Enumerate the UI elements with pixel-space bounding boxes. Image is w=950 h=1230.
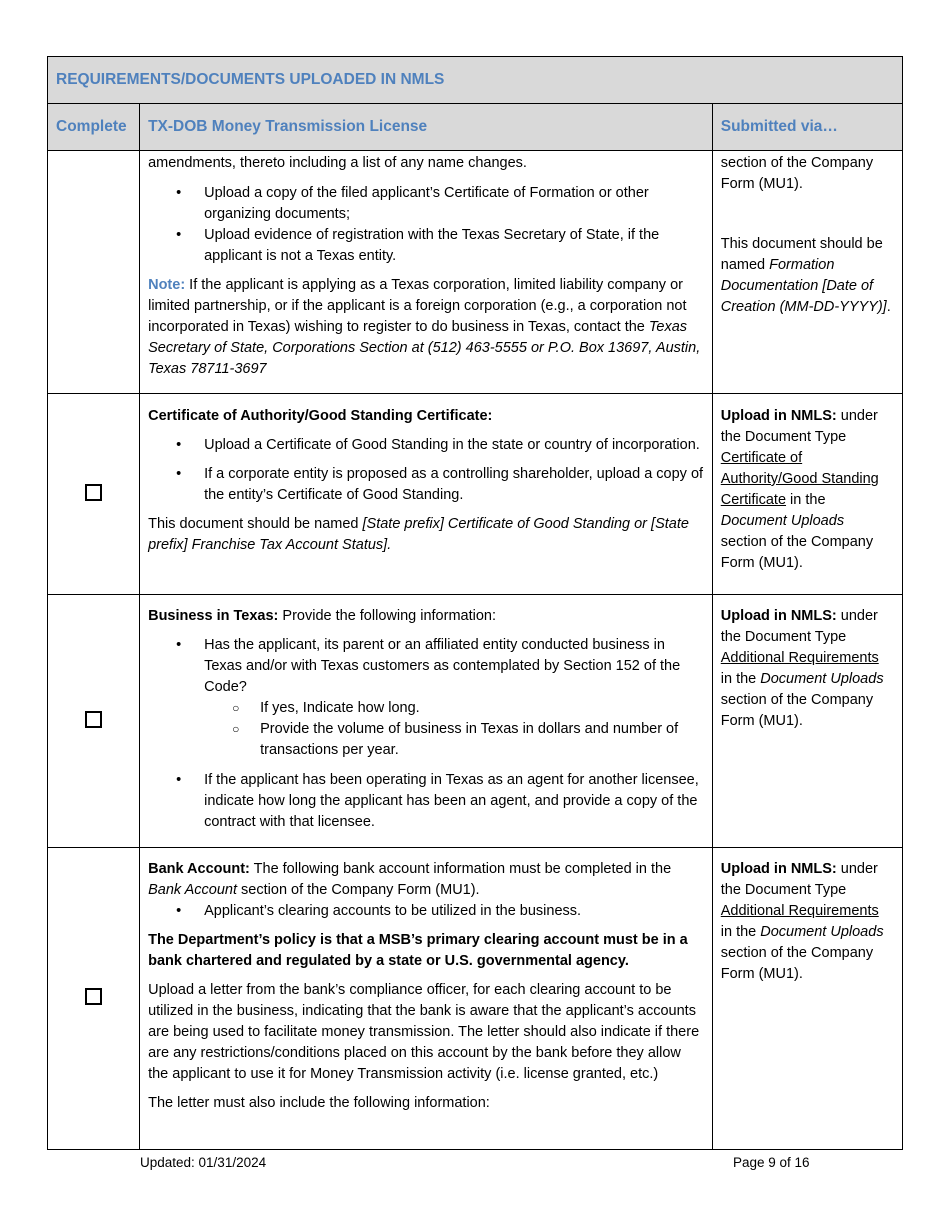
column-header-license: TX-DOB Money Transmission License xyxy=(140,104,713,151)
submitted-part: section of the Company Form (MU1). xyxy=(720,692,874,729)
footer-page-number: Page 9 of 16 xyxy=(733,1155,810,1170)
heading-rest: Provide the following information: xyxy=(278,608,496,624)
document-naming xyxy=(721,234,894,318)
document-type: Additional Requirements xyxy=(720,650,879,666)
submitted-text xyxy=(721,606,894,732)
submitted-part: under the Document Type xyxy=(720,861,878,898)
list-item-text: Has the applicant, its parent or an affiliated entity conducted business in Texas and/or with Texas customers as contemplated by Section 152 of the Code? xyxy=(204,637,681,695)
submitted-cell xyxy=(712,595,902,848)
bullet-list xyxy=(148,635,704,833)
checkbox[interactable] xyxy=(85,484,102,501)
checkbox[interactable] xyxy=(85,711,102,728)
complete-cell[interactable] xyxy=(48,595,140,848)
naming-text: This document should be named xyxy=(148,516,363,532)
requirements-table xyxy=(47,56,903,1150)
requirement-cell xyxy=(140,595,713,848)
submitted-italic: Document Uploads xyxy=(720,513,845,529)
submitted-text xyxy=(721,406,894,574)
naming-end: . xyxy=(886,299,891,315)
requirement-heading: Bank Account: xyxy=(148,861,250,877)
requirement-intro: amendments, thereto including a list of any name changes. xyxy=(148,155,527,171)
submitted-italic: Document Uploads xyxy=(760,924,884,940)
bullet-list xyxy=(148,901,704,922)
complete-cell[interactable] xyxy=(48,848,140,1150)
sub-list-item: ○ Provide the volume of business in Texas in dollars and number of transactions per year. xyxy=(260,719,704,761)
submitted-text xyxy=(721,859,894,985)
table-title: REQUIREMENTS/DOCUMENTS UPLOADED IN NMLS xyxy=(48,57,903,104)
footer-updated: Updated: 01/31/2024 xyxy=(140,1155,267,1170)
submitted-part: section of the Company Form (MU1). xyxy=(720,945,874,982)
note-contact: Texas Secretary of State, Corporations Section at (512) 463-5555 or P.O. Box 13697, Austin, Texas 78711-3697 xyxy=(148,319,701,377)
submitted-cell xyxy=(712,848,902,1150)
requirement-heading: Business in Texas: xyxy=(148,608,279,624)
sub-bullet-list xyxy=(204,698,704,761)
heading-rest: The following bank account information must be completed in the xyxy=(249,861,672,877)
requirement-heading-line xyxy=(148,859,704,901)
list-item xyxy=(204,635,704,761)
requirement-heading-line xyxy=(148,606,704,627)
upload-label: Upload in NMLS: xyxy=(720,861,837,877)
submitted-italic: Document Uploads xyxy=(760,671,884,687)
submitted-text: section of the Company Form (MU1). xyxy=(720,155,874,192)
sub-list-item: ○ If yes, Indicate how long. xyxy=(260,698,704,719)
submitted-cell xyxy=(712,151,902,394)
table-row xyxy=(48,848,903,1150)
bullet-list xyxy=(148,435,704,506)
heading-italic: Bank Account xyxy=(148,882,238,898)
letter-paragraph: Upload a letter from the bank’s compliance officer, for each clearing account to be utilized in the business, indicating that the bank is aware that the applicant’s accounts are being used to facilitate money transmission. The letter should also indicate if there are any restrictions/conditions placed on this account by the bank before they allow the applicant to use it for Money Transmission activity (i.e. license granted, etc.) xyxy=(148,982,700,1082)
complete-cell[interactable] xyxy=(48,394,140,595)
note-paragraph xyxy=(148,275,704,380)
note-label: Note: xyxy=(148,277,186,293)
policy-statement: The Department’s policy is that a MSB’s primary clearing account must be in a bank chartered and regulated by a state or U.S. governmental agency. xyxy=(148,932,688,969)
document-type: Certificate of Authority/Good Standing Certificate xyxy=(720,450,879,508)
table-row xyxy=(48,151,903,394)
naming-text: This document should be named xyxy=(720,236,883,273)
list-item: • Upload a Certificate of Good Standing in the state or country of incorporation. xyxy=(204,435,704,456)
submitted-part: under the Document Type xyxy=(720,608,878,645)
column-header-submitted: Submitted via… xyxy=(712,104,902,151)
requirement-cell xyxy=(140,394,713,595)
list-item: • If the applicant has been operating in Texas as an agent for another licensee, indicate how long the applicant has been an agent, and provide a copy of the contract with that licensee. xyxy=(204,770,704,833)
list-item: • Upload evidence of registration with the Texas Secretary of State, if the applicant is not a Texas entity. xyxy=(204,225,704,267)
submitted-part: in the xyxy=(786,492,826,508)
naming-italic: Formation Documentation [Date of Creation (MM-DD-YYYY)] xyxy=(720,257,887,315)
table-row xyxy=(48,595,903,848)
upload-label: Upload in NMLS: xyxy=(720,408,837,424)
letter-requirements: The letter must also include the following information: xyxy=(148,1095,490,1111)
submitted-part: in the xyxy=(720,924,761,940)
document-naming xyxy=(148,514,704,556)
submitted-cell xyxy=(712,394,902,595)
list-item: • Applicant’s clearing accounts to be utilized in the business. xyxy=(204,901,704,922)
table-row xyxy=(48,394,903,595)
list-item: • If a corporate entity is proposed as a controlling shareholder, upload a copy of the entity’s Certificate of Good Standing. xyxy=(204,464,704,506)
requirement-heading: Certificate of Authority/Good Standing Certificate: xyxy=(148,408,493,424)
submitted-part: under the Document Type xyxy=(720,408,878,445)
naming-italic: [State prefix] Certificate of Good Standing or [State prefix] Franchise Tax Account Status]. xyxy=(148,516,689,553)
heading-rest: section of the Company Form (MU1). xyxy=(237,882,480,898)
document-type: Additional Requirements xyxy=(720,903,879,919)
complete-cell-empty xyxy=(48,151,140,394)
requirement-cell xyxy=(140,848,713,1150)
note-text: If the applicant is applying as a Texas corporation, limited liability company or limited partnership, or if the applicant is a foreign corporation (e.g., a corporation not incorporated in Texas) wishing to register to do business in Texas, contact the xyxy=(148,277,687,335)
submitted-part: section of the Company Form (MU1). xyxy=(720,534,874,571)
checkbox[interactable] xyxy=(85,988,102,1005)
bullet-list xyxy=(148,183,704,267)
requirement-cell xyxy=(140,151,713,394)
column-header-complete: Complete xyxy=(48,104,140,151)
submitted-part: in the xyxy=(720,671,761,687)
list-item: • Upload a copy of the filed applicant’s Certificate of Formation or other organizing documents; xyxy=(204,183,704,225)
upload-label: Upload in NMLS: xyxy=(720,608,837,624)
